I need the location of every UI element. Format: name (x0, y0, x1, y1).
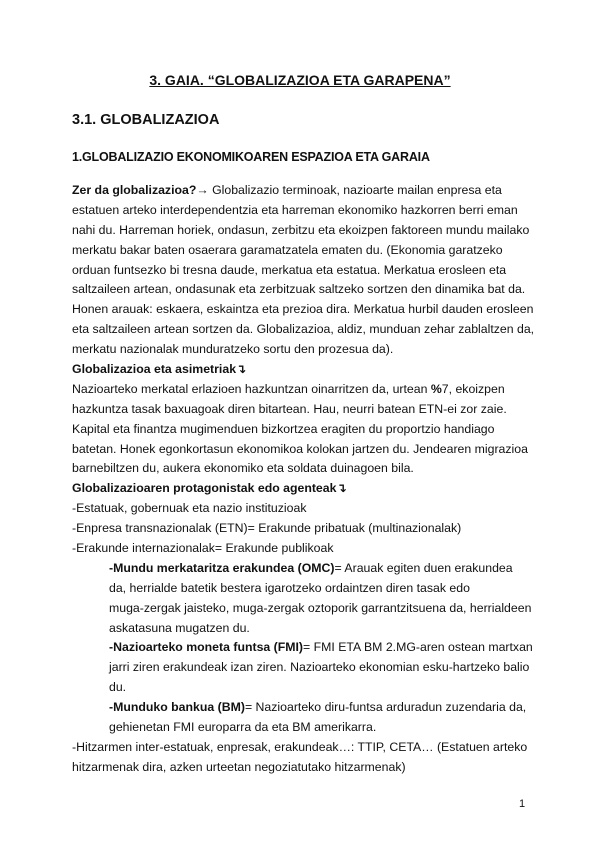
org-name: -Munduko bankua (BM) (109, 700, 245, 715)
paragraph-line: orduan funtsezko bi tresna daude, merkatua eta estatua. Merkatua erosleen eta (72, 262, 507, 277)
section-heading: 3.1. GLOBALIZAZIOA (72, 112, 220, 128)
percent-sign: % (430, 381, 442, 396)
paragraph-line: muga-zergak jaisteko, muga-zergak oztoporik garrantzitsuena da, herrialdeen (109, 600, 532, 615)
paragraph-line: da, herrialde batetik bestera igarotzeko ordaintzen diren tasak edo (109, 580, 470, 595)
paragraph-line: estatuen arteko interdependentzia eta harreman ekonomiko hazkorren berri eman (72, 202, 518, 217)
paragraph-line: gehienetan FMI europarra da eta BM amerikarra. (109, 720, 377, 735)
list-item: -Erakunde internazionalak= Erakunde publikoak (72, 541, 334, 556)
paragraph-text: Globalizazio terminoak, nazioarte mailan enpresa eta (208, 183, 502, 197)
paragraph-line: batetan. Honek egonkortasun ekonomikoa kolokan jartzen du. Jendearen migrazioa (72, 441, 528, 456)
paragraph-line: Honen arauak: eskaera, eskaintza eta prezioa dira. Merkatua hurbil dauden erosleen (72, 302, 534, 317)
heading-text: Globalizazioaren protagonistak edo agenteak (72, 481, 337, 496)
sub-list-item (72, 638, 536, 658)
return-arrow-icon: ↴ (336, 481, 347, 496)
heading-text: Globalizazioa eta asimetriak (72, 362, 237, 377)
paragraph-line: hitzarmenak dira, azken urteetan negoziatutako hitzarmenak) (72, 759, 406, 774)
document-title: 3. GAIA. “GLOBALIZAZIOA ETA GARAPENA” (149, 72, 451, 88)
paragraph-line (72, 380, 536, 400)
list-item: -Estatuak, gobernuak eta nazio instituzioak (72, 501, 307, 516)
page-number: 1 (519, 798, 526, 810)
subsection-heading: 1.GLOBALIZAZIO EKONOMIKOAREN ESPAZIOA ETA GARAIA (72, 150, 430, 164)
return-arrow-icon: ↴ (236, 362, 247, 377)
paragraph-text: = Nazioarteko diru-funtsa arduradun zuzendaria da, (244, 700, 527, 715)
paragraph-text: = Arauak egiten duen erakundea (334, 560, 513, 575)
org-name: -Nazioarteko moneta funtsa (FMI) (109, 640, 304, 655)
arrow-icon: → (196, 183, 209, 197)
paragraph-line: saltzaileen artean, ondasunak eta zerbitzuak saltzeko sortzen den dinamika bat da. (72, 282, 526, 297)
paragraph-line: hazkuntza tasak baxuagoak diren bitartean. Hau, neurri batean ETN-ei zor zaie. (72, 401, 507, 416)
paragraph-text: 7, ekoizpen (441, 381, 505, 396)
actors-heading (72, 479, 536, 499)
paragraph-text: Nazioarteko merkatal erlazioen hazkuntzan oinarritzen da, urtean (72, 381, 431, 396)
paragraph-line (72, 181, 536, 201)
question-label: Zer da globalizazioa? (72, 183, 197, 197)
list-item: -Enpresa transnazionalak (ETN)= Erakunde pribatuak (multinazionalak) (72, 521, 462, 536)
paragraph-line: du. (109, 680, 127, 695)
sub-list-item (72, 559, 536, 579)
paragraph-line: merkatu bakar baten osaerara garamatzatela ematen du. (Ekonomia garatzeko (72, 242, 503, 257)
paragraph-line: nahi du. Harreman horiek, ondasun, zerbitzu eta ekoizpen faktoreen mundu mailako (72, 222, 530, 237)
paragraph-line: eta saltzaileen artean sortzen da. Globalizazioa, aldiz, munduan zehar zablaltzen da, (72, 322, 535, 337)
org-name: -Mundu merkataritza erakundea (OMC) (109, 560, 335, 575)
paragraph-line: jarri ziren erakundeak izan ziren. Nazioarteko ekonomian esku-hartzeko balio (109, 660, 530, 675)
paragraph-text: = FMI ETA BM 2.MG-aren ostean martxan (303, 640, 533, 655)
body-text (72, 181, 536, 778)
paragraph-line: merkatu nazionalak munduratzeko sortu den prozesua da). (72, 342, 394, 357)
asymmetry-heading (72, 360, 536, 380)
paragraph-line: askatasuna mugatzen du. (109, 620, 250, 635)
paragraph-line: Kapital eta finantza mugimenduen bizkortzea eragiten du proportzio handiago (72, 421, 495, 436)
sub-list-item (72, 698, 536, 718)
paragraph-line: barnebiltzen du, aukera ekonomiko eta soldata duinagoen bila. (72, 461, 414, 476)
list-item: -Hitzarmen inter-estatuak, enpresak, erakundeak…: TTIP, CETA… (Estatuen arteko (72, 739, 528, 754)
